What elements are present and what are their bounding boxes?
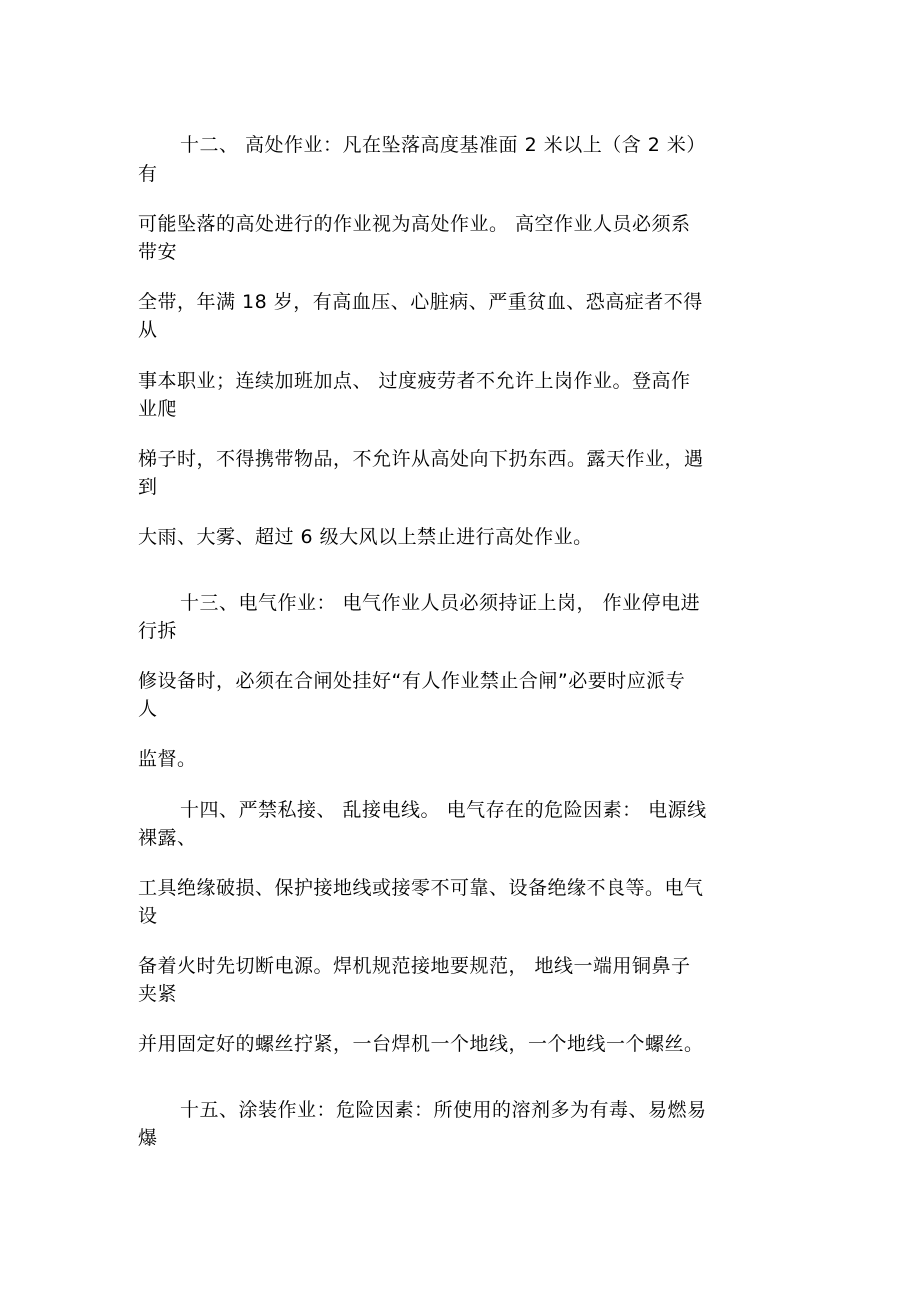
text-line: 爆 bbox=[138, 1127, 158, 1149]
text-line: 十五、涂装作业：危险因素：所使用的溶剂多为有毒、易燃易 bbox=[180, 1099, 707, 1121]
text-line: 有 bbox=[138, 163, 158, 185]
text-line: 梯子时，不得携带物品，不允许从高处向下扔东西。露天作业，遇 bbox=[138, 448, 704, 470]
text-line: 工具绝缘破损、保护接地线或接零不可靠、设备绝缘不良等。电气 bbox=[138, 877, 704, 899]
text-line: 从 bbox=[138, 319, 158, 341]
text-line: 到 bbox=[138, 476, 158, 498]
text-line: 十三、电气作业： 电气作业人员必须持证上岗， 作业停电进 bbox=[180, 592, 701, 614]
text-line: 设 bbox=[138, 905, 158, 927]
text-line: 十四、严禁私接、 乱接电线。 电气存在的危险因素： 电源线 bbox=[180, 799, 707, 821]
text-line: 可能坠落的高处进行的作业视为高处作业。 高空作业人员必须系 bbox=[138, 213, 691, 235]
text-line: 人 bbox=[138, 698, 158, 720]
text-line: 十二、 高处作业：凡在坠落高度基准面 2 米以上（含 2 米） bbox=[180, 134, 706, 156]
text-line: 备着火时先切断电源。焊机规范接地要规范， 地线一端用铜鼻子 bbox=[138, 955, 691, 977]
text-line: 行拆 bbox=[138, 620, 178, 642]
text-line: 监督。 bbox=[138, 748, 197, 770]
text-line: 事本职业；连续加班加点、 过度疲劳者不允许上岗作业。登高作 bbox=[138, 370, 691, 392]
text-line: 带安 bbox=[138, 241, 178, 263]
text-line: 夹紧 bbox=[138, 983, 178, 1005]
text-line: 业爬 bbox=[138, 398, 178, 420]
text-line: 修设备时，必须在合闸处挂好“有人作业禁止合闸”必要时应派专 bbox=[138, 670, 686, 692]
text-line: 全带，年满 18 岁，有高血压、心脏病、严重贫血、恐高症者不得 bbox=[138, 291, 703, 313]
text-line: 并用固定好的螺丝拧紧，一台焊机一个地线，一个地线一个螺丝。 bbox=[138, 1033, 704, 1055]
text-line: 大雨、大雾、超过 6 级大风以上禁止进行高处作业。 bbox=[138, 526, 593, 548]
text-line: 裸露、 bbox=[138, 827, 197, 849]
